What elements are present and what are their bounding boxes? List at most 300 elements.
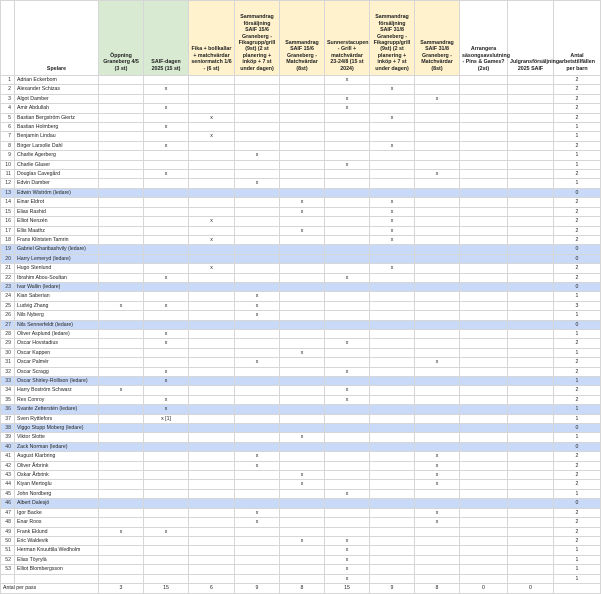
assignment-cell[interactable] <box>99 282 144 291</box>
total-per-player-cell[interactable]: 2 <box>554 358 601 367</box>
total-per-player-cell[interactable]: 2 <box>554 141 601 150</box>
assignment-cell[interactable] <box>99 518 144 527</box>
assignment-cell[interactable] <box>370 499 415 508</box>
assignment-cell[interactable]: x <box>280 226 325 235</box>
player-name-cell[interactable]: Albert Dalesjö <box>15 499 99 508</box>
total-per-player-cell[interactable]: 1 <box>554 414 601 423</box>
table-row[interactable] <box>1 292 601 301</box>
assignment-cell[interactable] <box>235 207 280 216</box>
assignment-cell[interactable] <box>99 254 144 263</box>
assignment-cell[interactable] <box>460 170 508 179</box>
assignment-cell[interactable] <box>99 565 144 574</box>
assignment-cell[interactable] <box>460 424 508 433</box>
table-row[interactable] <box>1 235 601 244</box>
assignment-cell[interactable] <box>508 188 554 197</box>
assignment-cell[interactable] <box>325 198 370 207</box>
assignment-cell[interactable] <box>189 320 235 329</box>
assignment-cell[interactable] <box>508 141 554 150</box>
assignment-cell[interactable] <box>508 320 554 329</box>
assignment-cell[interactable]: x [1] <box>144 414 189 423</box>
assignment-cell[interactable] <box>370 489 415 498</box>
total-per-shift-cell[interactable]: 6 <box>189 583 235 593</box>
assignment-cell[interactable] <box>280 254 325 263</box>
assignment-cell[interactable]: x <box>189 264 235 273</box>
assignment-cell[interactable] <box>189 395 235 404</box>
assignment-cell[interactable] <box>144 264 189 273</box>
assignment-cell[interactable] <box>144 179 189 188</box>
player-name-cell[interactable]: Frans Klintsten Tamrin <box>15 235 99 244</box>
assignment-cell[interactable] <box>508 76 554 85</box>
assignment-cell[interactable]: x <box>144 329 189 338</box>
player-name-cell[interactable]: John Nordberg <box>15 489 99 498</box>
assignment-cell[interactable]: x <box>280 536 325 545</box>
assignment-cell[interactable]: x <box>415 471 460 480</box>
assignment-cell[interactable] <box>370 311 415 320</box>
assignment-cell[interactable] <box>370 160 415 169</box>
player-name-cell[interactable]: Benjamin Lindau <box>15 132 99 141</box>
total-per-shift-cell[interactable]: 0 <box>508 583 554 593</box>
total-per-player-cell[interactable]: 0 <box>554 499 601 508</box>
assignment-cell[interactable] <box>144 217 189 226</box>
player-name-cell[interactable]: Harry Boström Schwarz <box>15 386 99 395</box>
table-row[interactable] <box>1 461 601 470</box>
assignment-cell[interactable]: x <box>415 452 460 461</box>
column-header[interactable]: Fika + bollkallar + matchvärdar seniormatch 1/6 - (6 st) <box>189 1 235 76</box>
assignment-cell[interactable] <box>189 452 235 461</box>
assignment-cell[interactable] <box>415 499 460 508</box>
assignment-cell[interactable] <box>144 207 189 216</box>
assignment-cell[interactable] <box>280 217 325 226</box>
assignment-cell[interactable] <box>460 132 508 141</box>
assignment-cell[interactable] <box>235 264 280 273</box>
assignment-cell[interactable] <box>370 179 415 188</box>
player-name-cell[interactable]: Oliver Asplund (ledare) <box>15 329 99 338</box>
table-row[interactable] <box>1 273 601 282</box>
assignment-cell[interactable] <box>508 292 554 301</box>
total-per-player-cell[interactable]: 2 <box>554 207 601 216</box>
assignment-cell[interactable] <box>325 452 370 461</box>
player-name-cell[interactable]: Nils Sennerfeldt (ledare) <box>15 320 99 329</box>
assignment-cell[interactable] <box>460 113 508 122</box>
player-name-cell[interactable]: Gabriel Gharibashvily (ledare) <box>15 245 99 254</box>
assignment-cell[interactable] <box>235 442 280 451</box>
assignment-cell[interactable] <box>99 311 144 320</box>
assignment-cell[interactable] <box>415 226 460 235</box>
table-row[interactable] <box>1 76 601 85</box>
assignment-cell[interactable] <box>280 292 325 301</box>
assignment-cell[interactable] <box>144 489 189 498</box>
assignment-cell[interactable] <box>415 207 460 216</box>
assignment-cell[interactable] <box>235 254 280 263</box>
column-header[interactable]: Sammandrag SAIF 31/8 Graneberg - Matchvärdar (8st) <box>415 1 460 76</box>
assignment-cell[interactable] <box>415 301 460 310</box>
total-per-player-cell[interactable]: 1 <box>554 160 601 169</box>
table-row[interactable] <box>1 527 601 536</box>
table-row[interactable] <box>1 264 601 273</box>
assignment-cell[interactable]: x <box>370 85 415 94</box>
assignment-cell[interactable] <box>99 198 144 207</box>
assignment-cell[interactable]: x <box>370 113 415 122</box>
table-row[interactable] <box>1 329 601 338</box>
player-name-cell[interactable]: Igor Backe <box>15 508 99 517</box>
assignment-cell[interactable] <box>508 170 554 179</box>
assignment-cell[interactable]: x <box>99 301 144 310</box>
assignment-cell[interactable] <box>415 320 460 329</box>
assignment-cell[interactable]: x <box>325 536 370 545</box>
assignment-cell[interactable] <box>189 442 235 451</box>
assignment-cell[interactable] <box>99 94 144 103</box>
assignment-cell[interactable] <box>280 489 325 498</box>
player-name-cell[interactable]: Einar Eldrot <box>15 198 99 207</box>
assignment-cell[interactable] <box>144 76 189 85</box>
total-per-player-cell[interactable]: 3 <box>554 301 601 310</box>
assignment-cell[interactable]: x <box>235 452 280 461</box>
assignment-cell[interactable] <box>415 536 460 545</box>
assignment-cell[interactable] <box>460 226 508 235</box>
assignment-cell[interactable] <box>280 367 325 376</box>
column-header[interactable]: SAIF-dagen 2025 (15 st) <box>144 1 189 76</box>
assignment-cell[interactable] <box>508 414 554 423</box>
assignment-cell[interactable] <box>415 377 460 386</box>
assignment-cell[interactable]: x <box>415 358 460 367</box>
assignment-cell[interactable] <box>460 395 508 404</box>
assignment-cell[interactable] <box>189 254 235 263</box>
assignment-cell[interactable] <box>325 433 370 442</box>
assignment-cell[interactable] <box>325 358 370 367</box>
table-row[interactable] <box>1 254 601 263</box>
assignment-cell[interactable] <box>280 104 325 113</box>
player-name-cell[interactable]: Hugo Stenlund <box>15 264 99 273</box>
assignment-cell[interactable] <box>189 85 235 94</box>
total-per-player-cell[interactable]: 0 <box>554 424 601 433</box>
assignment-cell[interactable] <box>325 442 370 451</box>
assignment-cell[interactable] <box>99 367 144 376</box>
assignment-cell[interactable] <box>370 386 415 395</box>
assignment-cell[interactable] <box>370 461 415 470</box>
player-name-cell[interactable]: Rex Conroy <box>15 395 99 404</box>
assignment-cell[interactable] <box>280 518 325 527</box>
assignment-cell[interactable] <box>189 104 235 113</box>
assignment-cell[interactable] <box>280 85 325 94</box>
assignment-cell[interactable]: x <box>144 170 189 179</box>
column-header[interactable]: Julgransförsäljning 2025 SAIF <box>508 1 554 76</box>
assignment-cell[interactable]: x <box>235 311 280 320</box>
assignment-cell[interactable] <box>235 320 280 329</box>
assignment-cell[interactable] <box>144 292 189 301</box>
assignment-cell[interactable] <box>235 104 280 113</box>
assignment-cell[interactable] <box>189 405 235 414</box>
assignment-cell[interactable] <box>460 489 508 498</box>
assignment-cell[interactable] <box>144 546 189 555</box>
assignment-cell[interactable] <box>235 348 280 357</box>
assignment-cell[interactable] <box>280 461 325 470</box>
assignment-cell[interactable] <box>460 471 508 480</box>
assignment-cell[interactable] <box>99 179 144 188</box>
assignment-cell[interactable] <box>508 367 554 376</box>
assignment-cell[interactable] <box>280 132 325 141</box>
player-name-cell[interactable]: Kian Saberian <box>15 292 99 301</box>
total-per-player-cell[interactable]: 0 <box>554 442 601 451</box>
assignment-cell[interactable] <box>189 414 235 423</box>
assignment-cell[interactable] <box>415 565 460 574</box>
assignment-cell[interactable] <box>235 329 280 338</box>
table-row[interactable] <box>1 94 601 103</box>
assignment-cell[interactable] <box>415 489 460 498</box>
assignment-cell[interactable] <box>508 282 554 291</box>
assignment-cell[interactable] <box>415 405 460 414</box>
assignment-cell[interactable]: x <box>144 367 189 376</box>
assignment-cell[interactable] <box>235 489 280 498</box>
table-row[interactable] <box>1 508 601 517</box>
assignment-cell[interactable] <box>508 348 554 357</box>
assignment-cell[interactable] <box>325 329 370 338</box>
assignment-cell[interactable]: x <box>280 471 325 480</box>
table-row[interactable] <box>1 339 601 348</box>
assignment-cell[interactable] <box>460 518 508 527</box>
player-name-cell[interactable]: Elias Töyrylä <box>15 555 99 564</box>
assignment-cell[interactable] <box>280 386 325 395</box>
assignment-cell[interactable] <box>189 179 235 188</box>
assignment-cell[interactable] <box>325 245 370 254</box>
assignment-cell[interactable] <box>370 536 415 545</box>
assignment-cell[interactable] <box>280 94 325 103</box>
assignment-cell[interactable] <box>508 179 554 188</box>
assignment-cell[interactable] <box>189 499 235 508</box>
assignment-cell[interactable] <box>235 565 280 574</box>
assignment-cell[interactable]: x <box>415 94 460 103</box>
assignment-cell[interactable] <box>189 207 235 216</box>
assignment-cell[interactable]: x <box>235 179 280 188</box>
assignment-cell[interactable] <box>460 536 508 545</box>
assignment-cell[interactable] <box>415 282 460 291</box>
table-row[interactable] <box>1 555 601 564</box>
assignment-cell[interactable] <box>99 104 144 113</box>
assignment-cell[interactable]: x <box>144 377 189 386</box>
assignment-cell[interactable] <box>280 574 325 583</box>
assignment-cell[interactable] <box>144 574 189 583</box>
assignment-cell[interactable] <box>415 414 460 423</box>
assignment-cell[interactable]: x <box>144 273 189 282</box>
total-per-player-cell[interactable]: 1 <box>554 329 601 338</box>
assignment-cell[interactable] <box>235 555 280 564</box>
total-per-player-cell[interactable]: 2 <box>554 264 601 273</box>
assignment-cell[interactable] <box>144 358 189 367</box>
total-per-shift-cell[interactable]: 8 <box>415 583 460 593</box>
player-name-cell[interactable]: Bastian Bergström Giertz <box>15 113 99 122</box>
assignment-cell[interactable] <box>280 377 325 386</box>
column-header[interactable]: Antal arbetstillfällen per barn <box>554 1 601 76</box>
total-per-player-cell[interactable]: 2 <box>554 518 601 527</box>
assignment-cell[interactable] <box>325 320 370 329</box>
assignment-cell[interactable] <box>144 424 189 433</box>
assignment-cell[interactable] <box>325 123 370 132</box>
assignment-cell[interactable] <box>508 499 554 508</box>
assignment-cell[interactable] <box>144 320 189 329</box>
assignment-cell[interactable] <box>280 358 325 367</box>
assignment-cell[interactable]: x <box>144 123 189 132</box>
assignment-cell[interactable] <box>325 518 370 527</box>
total-per-player-cell[interactable]: 1 <box>554 179 601 188</box>
assignment-cell[interactable] <box>460 141 508 150</box>
assignment-cell[interactable] <box>370 170 415 179</box>
table-row[interactable] <box>1 424 601 433</box>
assignment-cell[interactable] <box>325 141 370 150</box>
table-row[interactable] <box>1 546 601 555</box>
assignment-cell[interactable] <box>370 555 415 564</box>
assignment-cell[interactable]: x <box>325 386 370 395</box>
assignment-cell[interactable]: x <box>280 198 325 207</box>
assignment-cell[interactable] <box>189 301 235 310</box>
assignment-cell[interactable] <box>99 536 144 545</box>
player-name-cell[interactable]: Frank Eklund <box>15 527 99 536</box>
total-per-player-cell[interactable]: 2 <box>554 85 601 94</box>
assignment-cell[interactable]: x <box>189 132 235 141</box>
total-per-player-cell[interactable]: 2 <box>554 226 601 235</box>
assignment-cell[interactable] <box>325 311 370 320</box>
assignment-cell[interactable] <box>508 198 554 207</box>
assignment-cell[interactable] <box>144 461 189 470</box>
assignment-cell[interactable] <box>99 471 144 480</box>
assignment-cell[interactable] <box>415 339 460 348</box>
assignment-cell[interactable] <box>280 245 325 254</box>
assignment-cell[interactable] <box>280 414 325 423</box>
assignment-cell[interactable]: x <box>325 574 370 583</box>
assignment-cell[interactable] <box>460 367 508 376</box>
assignment-cell[interactable]: x <box>325 367 370 376</box>
assignment-cell[interactable] <box>370 358 415 367</box>
assignment-cell[interactable] <box>325 170 370 179</box>
player-name-cell[interactable]: Ellis Maathz <box>15 226 99 235</box>
assignment-cell[interactable] <box>99 508 144 517</box>
assignment-cell[interactable] <box>508 339 554 348</box>
assignment-cell[interactable] <box>508 508 554 517</box>
total-per-player-cell[interactable]: 2 <box>554 452 601 461</box>
assignment-cell[interactable] <box>235 113 280 122</box>
assignment-cell[interactable]: x <box>415 170 460 179</box>
assignment-cell[interactable] <box>189 292 235 301</box>
player-name-cell[interactable]: Harry Lemeryd (ledare) <box>15 254 99 263</box>
assignment-cell[interactable] <box>235 235 280 244</box>
table-row[interactable] <box>1 452 601 461</box>
assignment-cell[interactable] <box>415 546 460 555</box>
assignment-cell[interactable] <box>99 76 144 85</box>
assignment-cell[interactable] <box>325 301 370 310</box>
assignment-cell[interactable] <box>508 424 554 433</box>
total-per-player-cell[interactable]: 1 <box>554 132 601 141</box>
assignment-cell[interactable] <box>370 94 415 103</box>
assignment-cell[interactable] <box>99 499 144 508</box>
assignment-cell[interactable]: x <box>325 555 370 564</box>
assignment-cell[interactable] <box>508 151 554 160</box>
assignment-cell[interactable] <box>189 329 235 338</box>
table-row[interactable] <box>1 132 601 141</box>
player-column-header[interactable]: Spelare <box>15 1 99 76</box>
assignment-cell[interactable] <box>280 113 325 122</box>
player-name-cell[interactable]: Elias Rashid <box>15 207 99 216</box>
assignment-cell[interactable] <box>235 273 280 282</box>
assignment-cell[interactable] <box>280 188 325 197</box>
assignment-cell[interactable] <box>235 85 280 94</box>
assignment-cell[interactable] <box>415 329 460 338</box>
assignment-cell[interactable] <box>325 151 370 160</box>
assignment-cell[interactable] <box>415 367 460 376</box>
assignment-cell[interactable] <box>370 339 415 348</box>
assignment-cell[interactable] <box>325 471 370 480</box>
assignment-cell[interactable] <box>235 170 280 179</box>
table-row[interactable] <box>1 414 601 423</box>
assignment-cell[interactable] <box>189 188 235 197</box>
assignment-cell[interactable] <box>370 518 415 527</box>
total-per-player-cell[interactable]: 2 <box>554 170 601 179</box>
assignment-cell[interactable] <box>415 104 460 113</box>
assignment-cell[interactable] <box>280 282 325 291</box>
assignment-cell[interactable] <box>235 405 280 414</box>
assignment-cell[interactable] <box>460 188 508 197</box>
assignment-cell[interactable] <box>370 565 415 574</box>
assignment-cell[interactable]: x <box>144 301 189 310</box>
player-name-cell[interactable]: Charlie Glaser <box>15 160 99 169</box>
assignment-cell[interactable] <box>99 273 144 282</box>
assignment-cell[interactable] <box>189 546 235 555</box>
assignment-cell[interactable] <box>370 123 415 132</box>
assignment-cell[interactable] <box>460 311 508 320</box>
player-name-cell[interactable] <box>15 574 99 583</box>
assignment-cell[interactable]: x <box>370 198 415 207</box>
assignment-cell[interactable] <box>280 329 325 338</box>
assignment-cell[interactable] <box>235 245 280 254</box>
assignment-cell[interactable]: x <box>325 94 370 103</box>
assignment-cell[interactable] <box>508 574 554 583</box>
assignment-cell[interactable] <box>99 461 144 470</box>
assignment-cell[interactable] <box>99 555 144 564</box>
assignment-cell[interactable] <box>508 471 554 480</box>
table-row[interactable] <box>1 179 601 188</box>
assignment-cell[interactable] <box>99 217 144 226</box>
assignment-cell[interactable] <box>415 217 460 226</box>
assignment-cell[interactable] <box>235 198 280 207</box>
assignment-cell[interactable]: x <box>370 207 415 216</box>
player-name-cell[interactable]: Enar Roos <box>15 518 99 527</box>
player-name-cell[interactable]: Alexander Schizas <box>15 85 99 94</box>
assignment-cell[interactable] <box>235 188 280 197</box>
assignment-cell[interactable] <box>144 151 189 160</box>
assignment-cell[interactable]: x <box>325 339 370 348</box>
assignment-cell[interactable] <box>99 546 144 555</box>
assignment-cell[interactable] <box>235 132 280 141</box>
column-header[interactable]: Sammandrag SAIF 15/6 Graneberg - Matchvärdar (8st) <box>280 1 325 76</box>
assignment-cell[interactable] <box>280 499 325 508</box>
assignment-cell[interactable] <box>508 358 554 367</box>
assignment-cell[interactable] <box>144 386 189 395</box>
assignment-cell[interactable] <box>189 508 235 517</box>
assignment-cell[interactable] <box>189 489 235 498</box>
assignment-cell[interactable] <box>325 480 370 489</box>
assignment-cell[interactable] <box>415 179 460 188</box>
player-name-cell[interactable]: Viggo Stupp Moberg (ledare) <box>15 424 99 433</box>
player-name-cell[interactable]: Douglas Cavegård <box>15 170 99 179</box>
table-row[interactable] <box>1 574 601 583</box>
assignment-cell[interactable]: x <box>325 565 370 574</box>
assignment-cell[interactable] <box>370 405 415 414</box>
total-per-player-cell[interactable]: 2 <box>554 508 601 517</box>
assignment-cell[interactable] <box>415 141 460 150</box>
assignment-cell[interactable]: x <box>325 395 370 404</box>
assignment-cell[interactable] <box>99 132 144 141</box>
total-per-player-cell[interactable]: 2 <box>554 113 601 122</box>
assignment-cell[interactable] <box>189 141 235 150</box>
assignment-cell[interactable] <box>280 452 325 461</box>
total-per-shift-cell[interactable]: 0 <box>460 583 508 593</box>
